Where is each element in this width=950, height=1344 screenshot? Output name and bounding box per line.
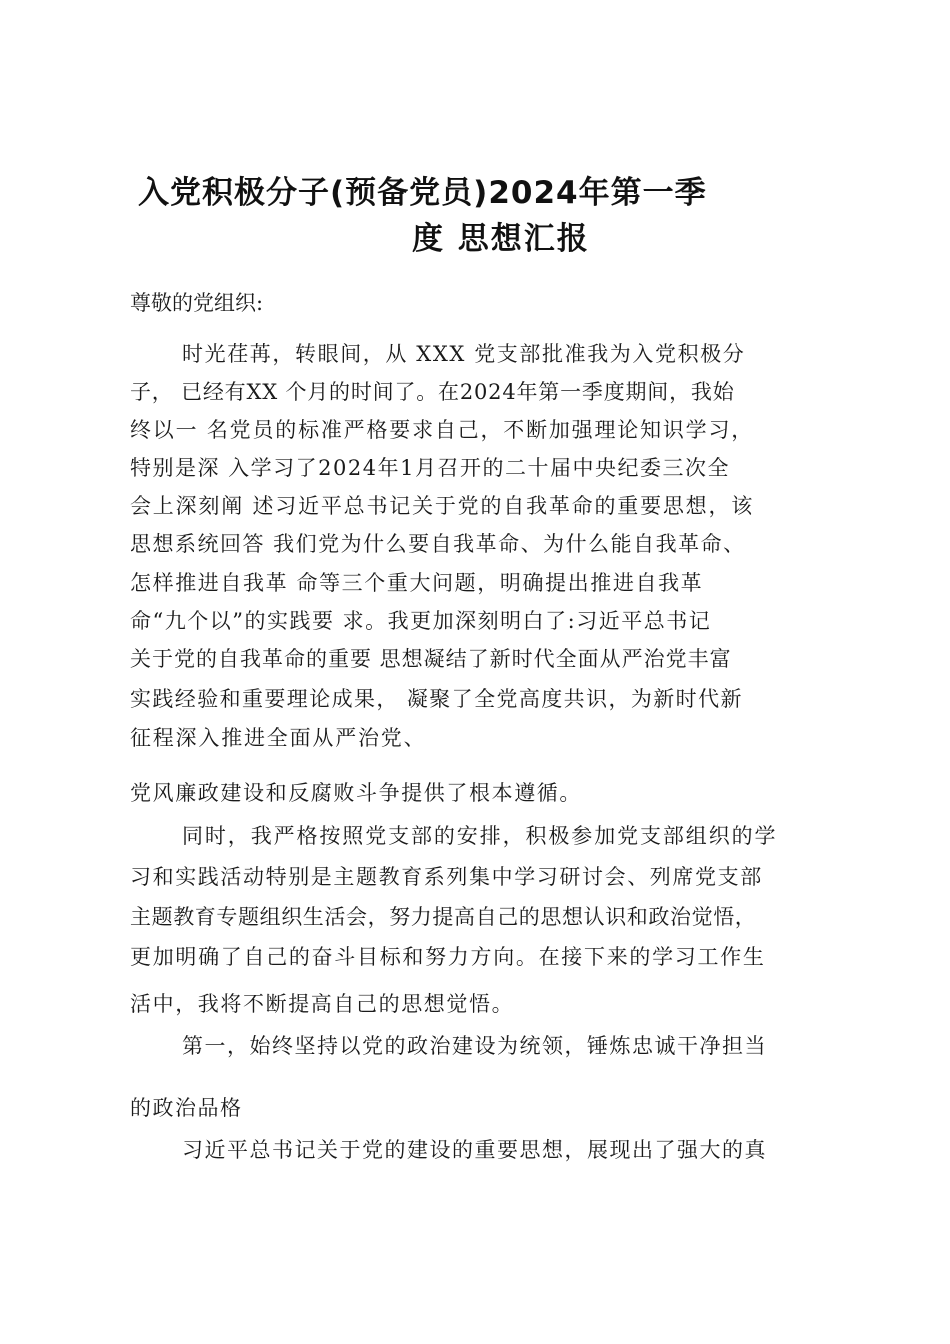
body-line: 更加明确了自己的奋斗目标和努力方向。在接下来的学习工作生 (130, 945, 766, 969)
body-line: 时光荏苒，转眼间，从 XXX 党支部批准我为入党积极分 (182, 342, 746, 366)
body-line: 关于党的自我革命的重要 思想凝结了新时代全面从严治党丰富 (130, 647, 732, 671)
body-line: 主题教育专题组织生活会，努力提高自己的思想认识和政治觉悟， (130, 905, 757, 929)
body-line: 征程深入推进全面从严治党、 (130, 726, 427, 750)
body-line: 习近平总书记关于党的建设的重要思想，展现出了强大的真 (182, 1138, 767, 1162)
body-line: 会上深刻阐 述习近平总书记关于党的自我革命的重要思想，该 (130, 494, 755, 518)
body-line: 思想系统回答 我们党为什么要自我革命、为什么能自我革命、 (130, 532, 746, 556)
body-line: 终以一 名党员的标准严格要求自己，不断加强理论知识学习， (130, 418, 755, 442)
body-line: 习和实践活动特别是主题教育系列集中学习研讨会、列席党支部 (130, 865, 763, 889)
body-line: 第一，始终坚持以党的政治建设为统领，锤炼忠诚干净担当 (182, 1034, 767, 1058)
body-line: 同时，我严格按照党支部的安排，积极参加党支部组织的学 (182, 824, 778, 848)
body-line: 党风廉政建设和反腐败斗争提供了根本遵循。 (130, 781, 582, 805)
body-line: 活中，我将不断提高自己的思想觉悟。 (130, 992, 515, 1016)
document-title-line-1: 入党积极分子(预备党员)2024年第一季 (138, 175, 707, 211)
body-line: 特别是深 入学习了2024年1月召开的二十届中央纪委三次全 (130, 456, 730, 480)
body-line: 实践经验和重要理论成果， 凝聚了全党高度共识，为新时代新 (130, 687, 743, 711)
body-line: 怎样推进自我革 命等三个重大问题，明确提出推进自我革 (130, 571, 704, 595)
body-line: 的政治品格 (130, 1096, 243, 1120)
body-line: 子， 已经有XX 个月的时间了。在2024年第一季度期间，我始 (130, 380, 735, 404)
document-title-line-2: 度 思想汇报 (412, 221, 590, 257)
salutation: 尊敬的党组织: (130, 291, 264, 315)
body-line: 命“九个以”的实践要 求。我更加深刻明白了:习近平总书记 (130, 609, 712, 633)
